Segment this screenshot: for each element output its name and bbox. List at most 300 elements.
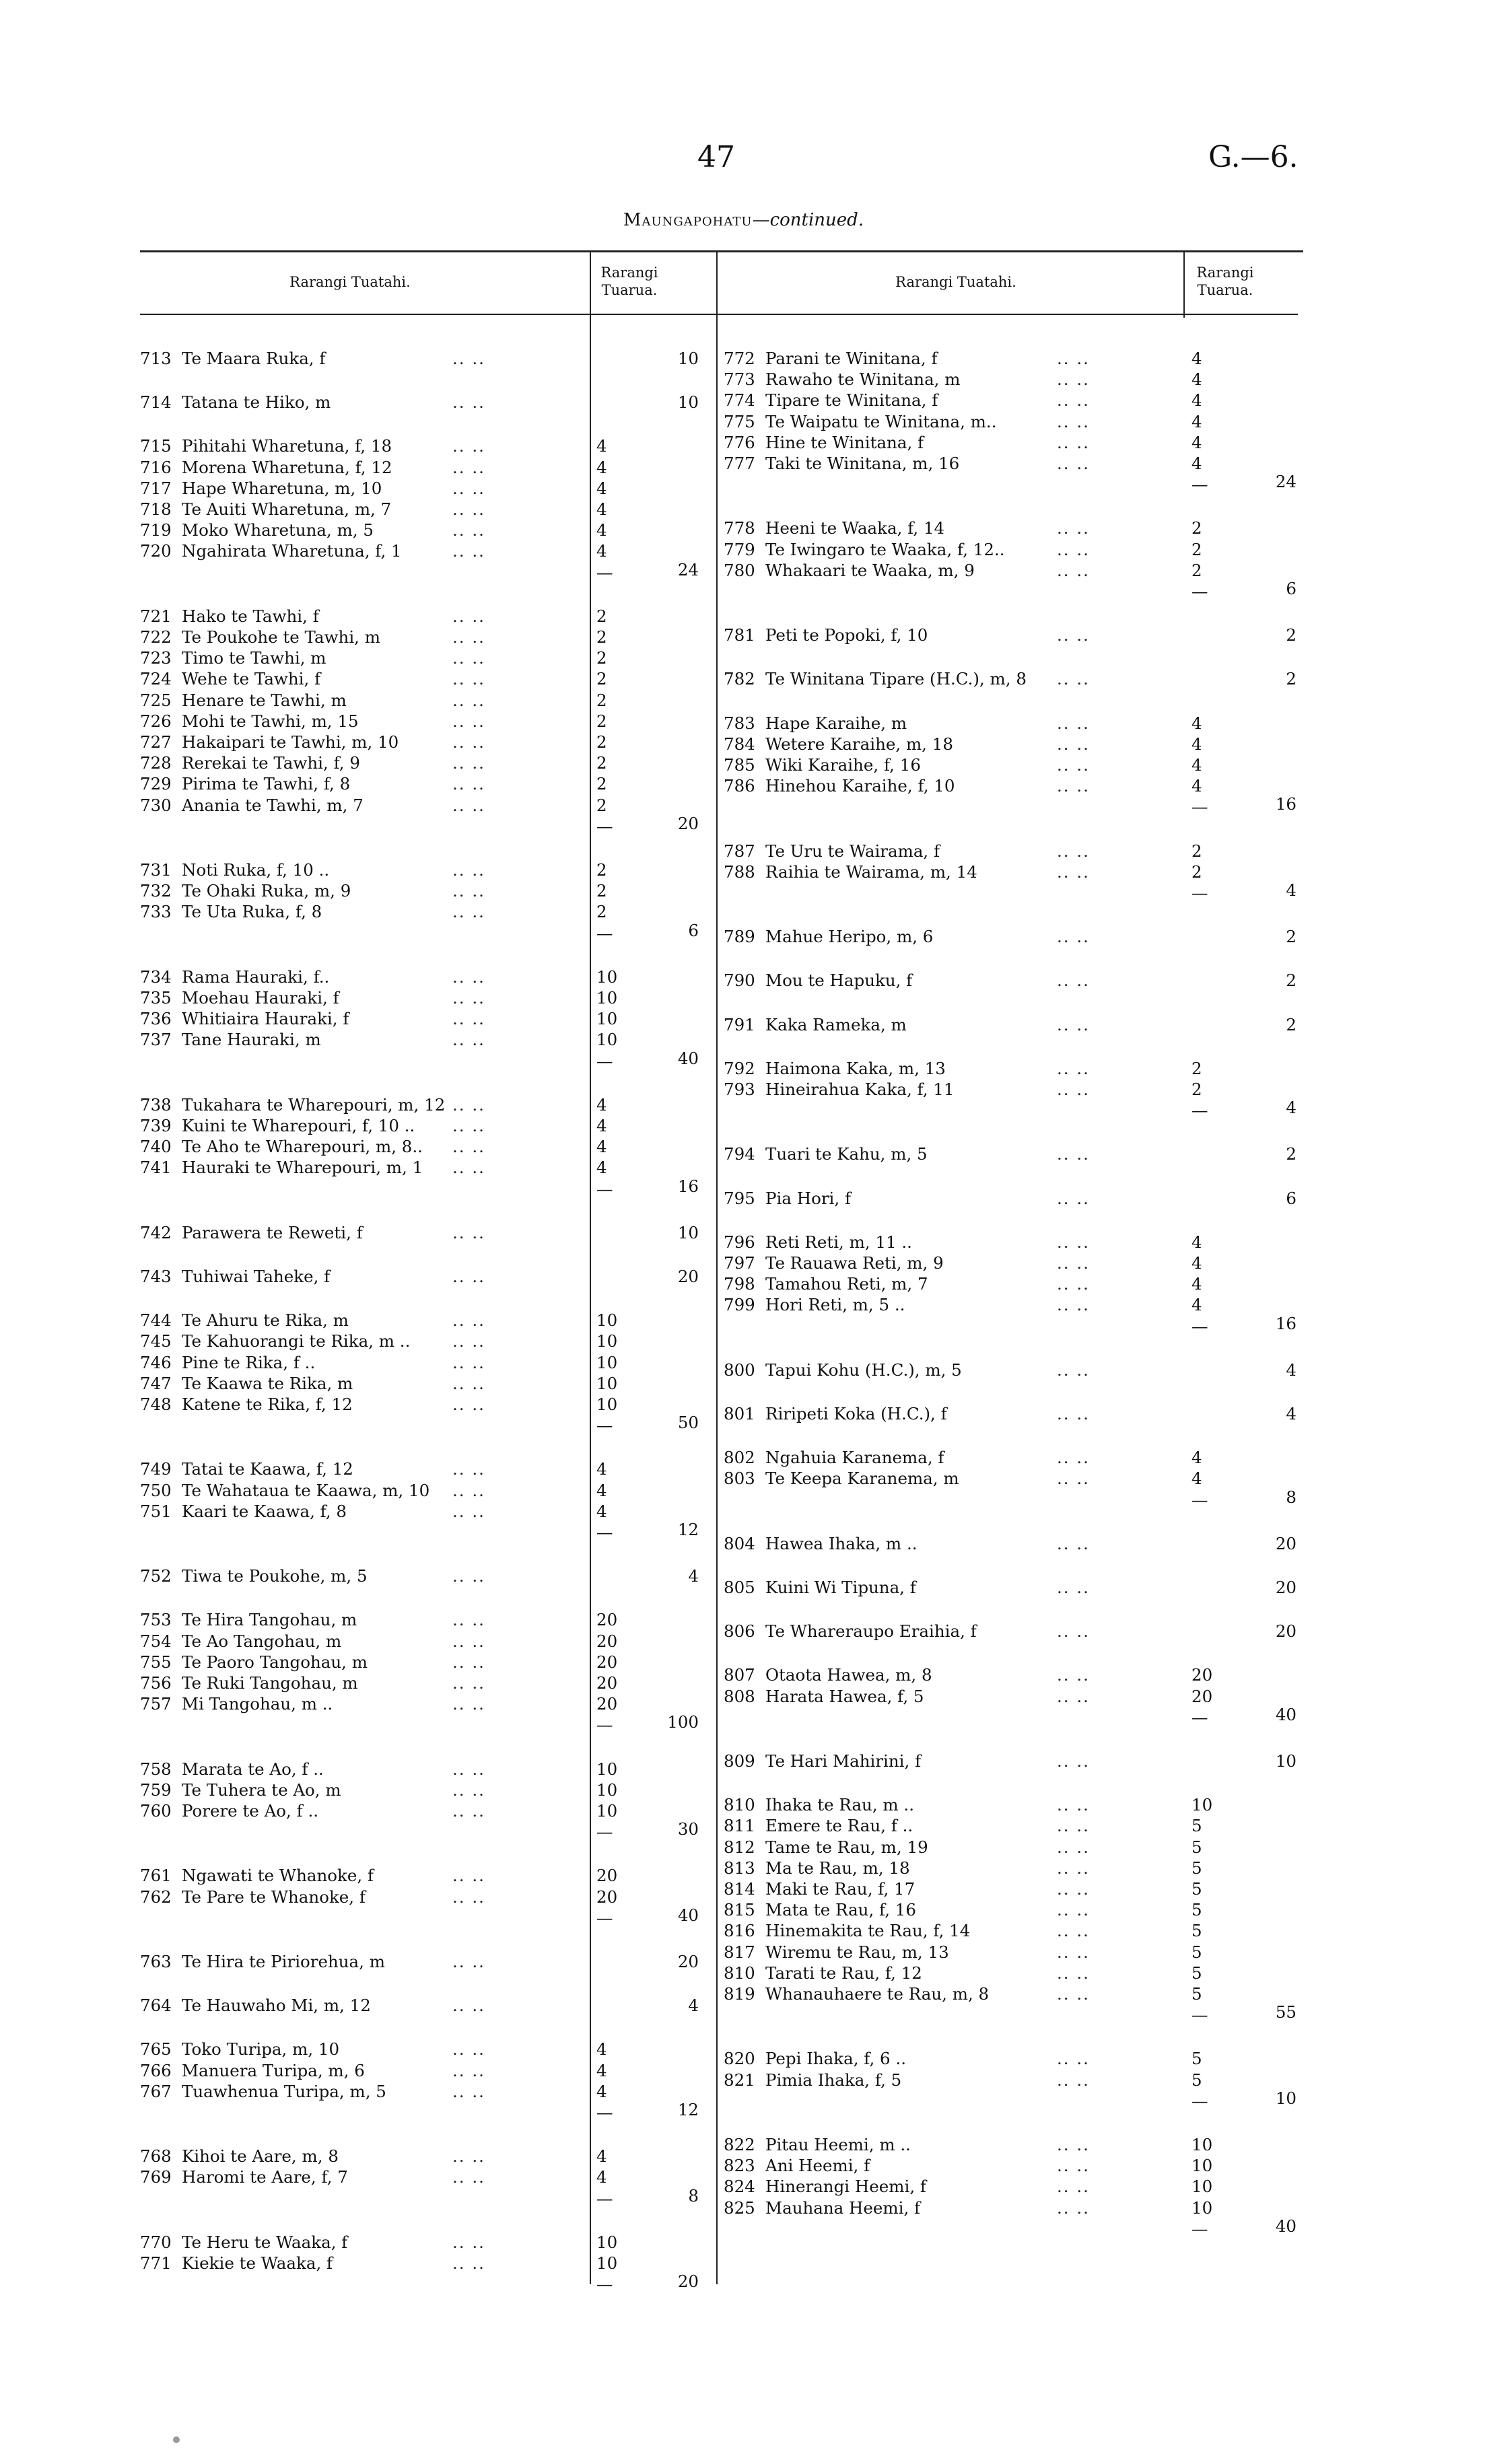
entry-name: Te Waipatu te Winitana, m..	[765, 411, 997, 431]
entry-number: 768	[140, 2146, 172, 2167]
leader-dots: .. ..	[452, 1887, 485, 1907]
register-row	[140, 1094, 485, 1115]
entry-number: 765	[140, 2039, 172, 2060]
entry-name: Tipare te Winitana, f	[765, 390, 938, 411]
entry-number: 723	[140, 648, 172, 668]
leader-dots: .. ..	[452, 1652, 485, 1672]
entry-number: 794	[724, 1144, 755, 1164]
entry-name: Te Whareraupo Eraihia, f	[765, 1621, 977, 1642]
entry-share: 2	[596, 732, 607, 752]
entry-number: 790	[724, 971, 755, 991]
leader-dots: .. ..	[1057, 776, 1090, 796]
leader-dots: .. ..	[1057, 1942, 1090, 1962]
leader-dots: .. ..	[452, 1952, 485, 1971]
leader-dots: .. ..	[1057, 1080, 1090, 1099]
register-row	[724, 1794, 1090, 1815]
entry-share: 10	[1191, 2135, 1213, 2154]
entry-total: 20	[1275, 1533, 1296, 1553]
entry-share: 4	[596, 478, 607, 498]
leader-dots: .. ..	[452, 711, 485, 731]
entry-total: 2	[1286, 669, 1296, 689]
entry-number: 724	[140, 669, 172, 689]
entry-number: 782	[724, 669, 755, 689]
entry-share: 2	[596, 690, 607, 710]
entry-name: Hawea Ihaka, m ..	[765, 1533, 918, 1553]
subtotal-value: 8	[688, 2185, 699, 2206]
entry-total: 4	[688, 1566, 699, 1586]
leader-dots: .. ..	[452, 1501, 485, 1521]
entry-number: 717	[140, 478, 172, 498]
entry-number: 737	[140, 1030, 172, 1050]
register-row	[140, 1331, 485, 1351]
leader-dots: .. ..	[1057, 2156, 1090, 2176]
entry-name: Pia Hori, f	[765, 1188, 852, 1208]
entry-number: 793	[724, 1080, 755, 1099]
entry-number: 823	[724, 2156, 755, 2176]
entry-name: Heeni te Waaka, f, 14	[765, 518, 945, 538]
entry-name: Hauraki te Wharepouri, m, 1	[182, 1158, 423, 1178]
entry-number: 807	[724, 1665, 755, 1685]
register-row	[140, 1222, 485, 1243]
entry-number: 766	[140, 2060, 172, 2080]
entry-name: Tapui Kohu (H.C.), m, 5	[765, 1360, 962, 1380]
entry-total: 6	[1286, 1188, 1296, 1208]
entry-name: Ani Heemi, f	[765, 2156, 870, 2176]
entry-share: 2	[1191, 539, 1202, 559]
register-row	[724, 1899, 1090, 1920]
leader-dots: .. ..	[1057, 669, 1090, 689]
register-row	[140, 540, 485, 561]
entry-name: Hori Reti, m, 5 ..	[765, 1295, 905, 1315]
entry-share: 20	[596, 1866, 618, 1886]
entry-name: Tatana te Hiko, m	[182, 392, 331, 413]
entry-number: 811	[724, 1816, 755, 1836]
leader-dots: .. ..	[1057, 1058, 1090, 1078]
leader-dots: .. ..	[1057, 1795, 1090, 1815]
entry-share: 10	[1191, 1795, 1213, 1815]
leader-dots: .. ..	[452, 1566, 485, 1586]
entry-number: 814	[724, 1879, 755, 1899]
leader-dots: .. ..	[1057, 2070, 1090, 2090]
leader-dots: .. ..	[1057, 518, 1090, 538]
entry-share: 4	[596, 2146, 607, 2167]
register-row	[724, 453, 1090, 474]
entry-number: 719	[140, 520, 172, 540]
entry-number: 812	[724, 1837, 755, 1857]
entry-name: Kuini te Wharepouri, f, 10 ..	[182, 1116, 415, 1135]
register-row	[724, 1942, 1090, 1963]
leader-dots: .. ..	[452, 753, 485, 773]
entry-share: 10	[596, 2253, 618, 2273]
entry-name: Hape Wharetuna, m, 10	[182, 478, 382, 498]
entry-name: Kaka Rameka, m	[765, 1014, 907, 1034]
entry-share: 5	[1191, 1942, 1202, 1962]
leader-dots: .. ..	[1057, 1188, 1090, 1208]
entry-share: 2	[596, 795, 607, 815]
entry-name: Toko Turipa, m, 10	[182, 2039, 340, 2060]
leader-dots: .. ..	[1057, 1751, 1090, 1771]
entry-number: 732	[140, 881, 172, 901]
entry-total: 4	[1286, 1360, 1296, 1380]
register-row	[140, 1115, 485, 1136]
entry-name: Te Keepa Karanema, m	[765, 1469, 959, 1489]
register-row	[140, 478, 485, 499]
entry-number: 745	[140, 1331, 172, 1351]
leader-dots: .. ..	[452, 2081, 485, 2101]
entry-name: Manuera Turipa, m, 6	[182, 2060, 365, 2080]
subtotal-dash: —	[1191, 797, 1208, 817]
register-row	[140, 2232, 485, 2253]
subtotal-value: 100	[667, 1712, 699, 1732]
subtotal-dash: —	[596, 1715, 613, 1735]
entry-number: 720	[140, 541, 172, 561]
entry-share: 4	[1191, 734, 1202, 754]
register-row	[724, 432, 1090, 453]
entry-name: Haromi te Aare, f, 7	[182, 2167, 348, 2187]
subtotal-dash: —	[596, 2188, 613, 2208]
entry-share: 4	[1191, 349, 1202, 368]
leader-dots: .. ..	[452, 669, 485, 689]
entry-share: 10	[1191, 2156, 1213, 2176]
entry-number: 761	[140, 1866, 172, 1886]
entry-number: 795	[724, 1188, 755, 1208]
leader-dots: .. ..	[452, 1610, 485, 1630]
leader-dots: .. ..	[452, 860, 485, 880]
register-row	[724, 539, 1090, 560]
entry-name: Riripeti Koka (H.C.), f	[765, 1404, 947, 1423]
register-row	[724, 1621, 1090, 1642]
leader-dots: .. ..	[452, 2167, 485, 2187]
register-row	[724, 1963, 1090, 1983]
register-row	[724, 411, 1090, 432]
subtotal-value: 40	[1275, 1704, 1296, 1724]
entry-number: 757	[140, 1694, 172, 1714]
entry-number: 796	[724, 1232, 755, 1252]
entry-share: 4	[1191, 1253, 1202, 1273]
leader-dots: .. ..	[1057, 861, 1090, 882]
entry-name: Te Iwingaro te Waaka, f, 12..	[765, 539, 1005, 559]
right-column-header: Rarangi Tuatahi.	[895, 274, 1016, 290]
subtotal-dash: —	[1191, 883, 1208, 903]
register-row	[140, 1008, 485, 1029]
register-row	[724, 841, 1090, 861]
entry-name: Wiki Karaihe, f, 16	[765, 755, 921, 775]
leader-dots: .. ..	[452, 966, 485, 987]
entry-number: 755	[140, 1652, 172, 1672]
leader-dots: .. ..	[1057, 713, 1090, 733]
leader-dots: .. ..	[452, 988, 485, 1008]
leader-dots: .. ..	[452, 1866, 485, 1886]
entry-name: Henare te Tawhi, m	[182, 690, 347, 710]
register-row	[140, 2081, 485, 2102]
entry-number: 770	[140, 2232, 172, 2252]
entry-number: 789	[724, 927, 755, 947]
entry-share: 4	[596, 2167, 607, 2187]
entry-total: 2	[1286, 625, 1296, 645]
register-row	[724, 1983, 1090, 2004]
entry-share: 4	[1191, 755, 1202, 775]
entry-share: 20	[596, 1610, 618, 1630]
register-row	[140, 1865, 485, 1886]
entry-number: 783	[724, 713, 755, 733]
register-row	[140, 901, 485, 922]
entry-total: 20	[1275, 1621, 1296, 1642]
entry-share: 10	[596, 1030, 618, 1050]
register-row	[724, 2197, 1090, 2218]
entry-number: 734	[140, 966, 172, 987]
subtotal-value: 6	[1286, 579, 1296, 598]
register-row	[140, 1780, 485, 1800]
subtotal-value: 50	[677, 1413, 699, 1433]
entry-number: 801	[724, 1404, 755, 1423]
entry-name: Emere te Rau, f ..	[765, 1816, 913, 1836]
entry-share: 5	[1191, 1984, 1202, 2004]
register-row	[724, 1664, 1090, 1685]
register-row	[724, 754, 1090, 775]
entry-name: Ngahirata Wharetuna, f, 1	[182, 541, 402, 561]
subtotal-dash: —	[596, 1822, 613, 1842]
entry-number: 781	[724, 625, 755, 645]
register-row	[724, 1878, 1090, 1899]
register-row	[724, 1403, 1090, 1424]
entry-number: 822	[724, 2135, 755, 2154]
entry-number: 788	[724, 861, 755, 882]
entry-share: 2	[596, 860, 607, 880]
leader-dots: .. ..	[1057, 390, 1090, 411]
register-row	[140, 1951, 485, 1972]
subtotal-value: 4	[1286, 880, 1296, 900]
leader-dots: .. ..	[452, 1694, 485, 1714]
entry-share: 2	[596, 669, 607, 689]
leader-dots: .. ..	[1057, 349, 1090, 368]
entry-name: Te Hauwaho Mi, m, 12	[182, 1996, 371, 2016]
subtotal-dash: —	[1191, 474, 1208, 495]
entry-number: 728	[140, 753, 172, 773]
subtotal-dash: —	[596, 923, 613, 943]
subtotal-value: 20	[677, 2272, 699, 2292]
leader-dots: .. ..	[1057, 1963, 1090, 1983]
entry-number: 777	[724, 454, 755, 473]
entry-share: 4	[596, 2039, 607, 2060]
leader-dots: .. ..	[1057, 1144, 1090, 1164]
leader-dots: .. ..	[1057, 971, 1090, 991]
ink-smudge	[173, 2436, 180, 2443]
entry-share: 4	[1191, 1448, 1202, 1468]
entry-name: Tamahou Reti, m, 7	[765, 1274, 928, 1294]
leader-dots: .. ..	[452, 732, 485, 752]
entry-number: 797	[724, 1253, 755, 1273]
entry-share: 4	[596, 1158, 607, 1178]
entry-share: 4	[1191, 1274, 1202, 1294]
register-row	[724, 2048, 1090, 2069]
entry-name: Pirima te Tawhi, f, 8	[182, 774, 351, 794]
entry-number: 771	[140, 2253, 172, 2273]
entry-share: 20	[596, 1694, 618, 1714]
entry-share: 20	[596, 1631, 618, 1651]
register-row	[724, 1920, 1090, 1941]
subtitle-continued: —continued.	[752, 210, 864, 230]
entry-number: 742	[140, 1222, 172, 1242]
entry-name: Pine te Rika, f ..	[182, 1352, 316, 1372]
subtotal-dash: —	[1191, 2090, 1208, 2111]
entry-number: 725	[140, 690, 172, 710]
entry-name: Tiwa te Poukohe, m, 5	[182, 1566, 368, 1586]
entry-number: 784	[724, 734, 755, 754]
subtotal-dash: —	[596, 1415, 613, 1436]
entry-name: Mata te Rau, f, 16	[765, 1900, 916, 1920]
leader-dots: .. ..	[1057, 1232, 1090, 1252]
leader-dots: .. ..	[452, 1352, 485, 1372]
document-reference: G.—6.	[1208, 140, 1299, 174]
entry-number: 750	[140, 1480, 172, 1500]
subtotal-value: 40	[677, 1048, 699, 1068]
subtotal-value: 12	[677, 2100, 699, 2119]
entry-share: 2	[596, 606, 607, 626]
entry-total: 2	[1286, 971, 1296, 991]
entry-name: Rawaho te Winitana, m	[765, 369, 961, 390]
entry-share: 2	[1191, 1058, 1202, 1078]
entry-name: Ngahuia Karanema, f	[765, 1448, 944, 1468]
entry-share: 4	[1191, 369, 1202, 390]
leader-dots: .. ..	[1057, 1621, 1090, 1642]
leader-dots: .. ..	[452, 606, 485, 626]
entry-number: 748	[140, 1395, 172, 1414]
subtotal-value: 16	[677, 1176, 699, 1196]
entry-name: Tatai te Kaawa, f, 12	[182, 1459, 353, 1479]
entry-share: 2	[596, 627, 607, 647]
entry-number: 715	[140, 436, 172, 456]
entry-share: 4	[1191, 390, 1202, 411]
leader-dots: .. ..	[1057, 411, 1090, 431]
entry-share: 2	[596, 648, 607, 668]
subtotal-dash: —	[596, 2103, 613, 2122]
leader-dots: .. ..	[1057, 432, 1090, 452]
entry-share: 4	[596, 1094, 607, 1115]
entry-name: Kiekie te Waaka, f	[182, 2253, 333, 2273]
leader-dots: .. ..	[452, 499, 485, 519]
left-tuarua-divider	[590, 252, 591, 2284]
entry-name: Taki te Winitana, m, 16	[765, 454, 960, 473]
entry-number: 799	[724, 1295, 755, 1315]
leader-dots: .. ..	[452, 436, 485, 456]
entry-share: 4	[596, 436, 607, 456]
register-row	[724, 369, 1090, 390]
register-row	[724, 2176, 1090, 2197]
subtotal-value: 30	[677, 1819, 699, 1839]
register-row	[724, 1253, 1090, 1273]
entry-share: 5	[1191, 2049, 1202, 2069]
leader-dots: .. ..	[452, 690, 485, 710]
header-bottom-rule-right	[719, 314, 1298, 315]
entry-share: 4	[1191, 1295, 1202, 1315]
register-row	[140, 1394, 485, 1415]
entry-share: 5	[1191, 2070, 1202, 2090]
entry-share: 10	[596, 1373, 618, 1393]
entry-total: 10	[1275, 1751, 1296, 1771]
register-row	[140, 1652, 485, 1673]
entry-number: 778	[724, 518, 755, 538]
register-row	[724, 1014, 1090, 1035]
entry-number: 779	[724, 539, 755, 559]
entry-name: Tarati te Rau, f, 12	[765, 1963, 922, 1983]
section-subtitle	[0, 210, 1487, 230]
leader-dots: .. ..	[1057, 755, 1090, 775]
register-row	[140, 647, 485, 668]
register-row	[140, 520, 485, 540]
entry-share: 4	[596, 1459, 607, 1479]
register-row	[140, 499, 485, 520]
entry-share: 2	[596, 774, 607, 794]
entry-number: 817	[724, 1942, 755, 1962]
leader-dots: .. ..	[452, 902, 485, 922]
leader-dots: .. ..	[452, 1030, 485, 1050]
entry-name: Reti Reti, m, 11 ..	[765, 1232, 912, 1252]
entry-name: Te Rauawa Reti, m, 9	[765, 1253, 944, 1273]
leader-dots: .. ..	[452, 1137, 485, 1157]
entry-share: 10	[596, 2232, 618, 2252]
leader-dots: .. ..	[1057, 1837, 1090, 1857]
entry-name: Tame te Rau, m, 19	[765, 1837, 928, 1857]
subtotal-dash: —	[596, 1051, 613, 1071]
leader-dots: .. ..	[1057, 1360, 1090, 1380]
left-second-header-line1: Rarangi	[600, 265, 658, 281]
leader-dots: .. ..	[1057, 1665, 1090, 1685]
entry-name: Hinehou Karaihe, f, 10	[765, 776, 955, 796]
entry-number: 775	[724, 411, 755, 431]
register-row	[140, 1501, 485, 1522]
leader-dots: .. ..	[1057, 1984, 1090, 2004]
entry-total: 10	[677, 349, 699, 368]
entry-name: Hineirahua Kaka, f, 11	[765, 1080, 955, 1099]
leader-dots: .. ..	[452, 1801, 485, 1821]
register-row	[140, 1609, 485, 1630]
entry-share: 4	[1191, 432, 1202, 452]
entry-name: Te Winitana Tipare (H.C.), m, 8	[765, 669, 1027, 689]
register-row	[724, 1058, 1090, 1079]
entry-number: 714	[140, 392, 172, 413]
entry-total: 4	[688, 1996, 699, 2016]
entry-share: 10	[596, 1395, 618, 1414]
page-number: 47	[697, 140, 735, 174]
entry-number: 798	[724, 1274, 755, 1294]
register-row	[140, 2167, 485, 2187]
register-row	[724, 2155, 1090, 2176]
entry-total: 2	[1286, 1014, 1296, 1034]
entry-share: 10	[596, 1780, 618, 1800]
register-row	[724, 1468, 1090, 1489]
register-row	[140, 1266, 485, 1287]
entry-number: 718	[140, 499, 172, 519]
register-row	[724, 518, 1090, 538]
entry-number: 820	[724, 2049, 755, 2069]
left-second-header-line2: Tuarua.	[601, 282, 658, 298]
leader-dots: .. ..	[1057, 369, 1090, 390]
leader-dots: .. ..	[452, 1158, 485, 1178]
entry-number: 738	[140, 1094, 172, 1115]
entry-name: Te Uta Ruka, f, 8	[182, 902, 322, 922]
leader-dots: .. ..	[452, 2039, 485, 2060]
entry-share: 10	[596, 966, 618, 987]
entry-number: 786	[724, 776, 755, 796]
entry-number: 726	[140, 711, 172, 731]
leader-dots: .. ..	[452, 1331, 485, 1351]
register-row	[140, 2146, 485, 2167]
entry-name: Te Wahataua te Kaawa, m, 10	[182, 1480, 430, 1500]
entry-share: 10	[596, 1801, 618, 1821]
entry-name: Te Auiti Wharetuna, m, 7	[182, 499, 392, 519]
leader-dots: .. ..	[452, 1009, 485, 1029]
left-second-column-header	[592, 264, 666, 299]
